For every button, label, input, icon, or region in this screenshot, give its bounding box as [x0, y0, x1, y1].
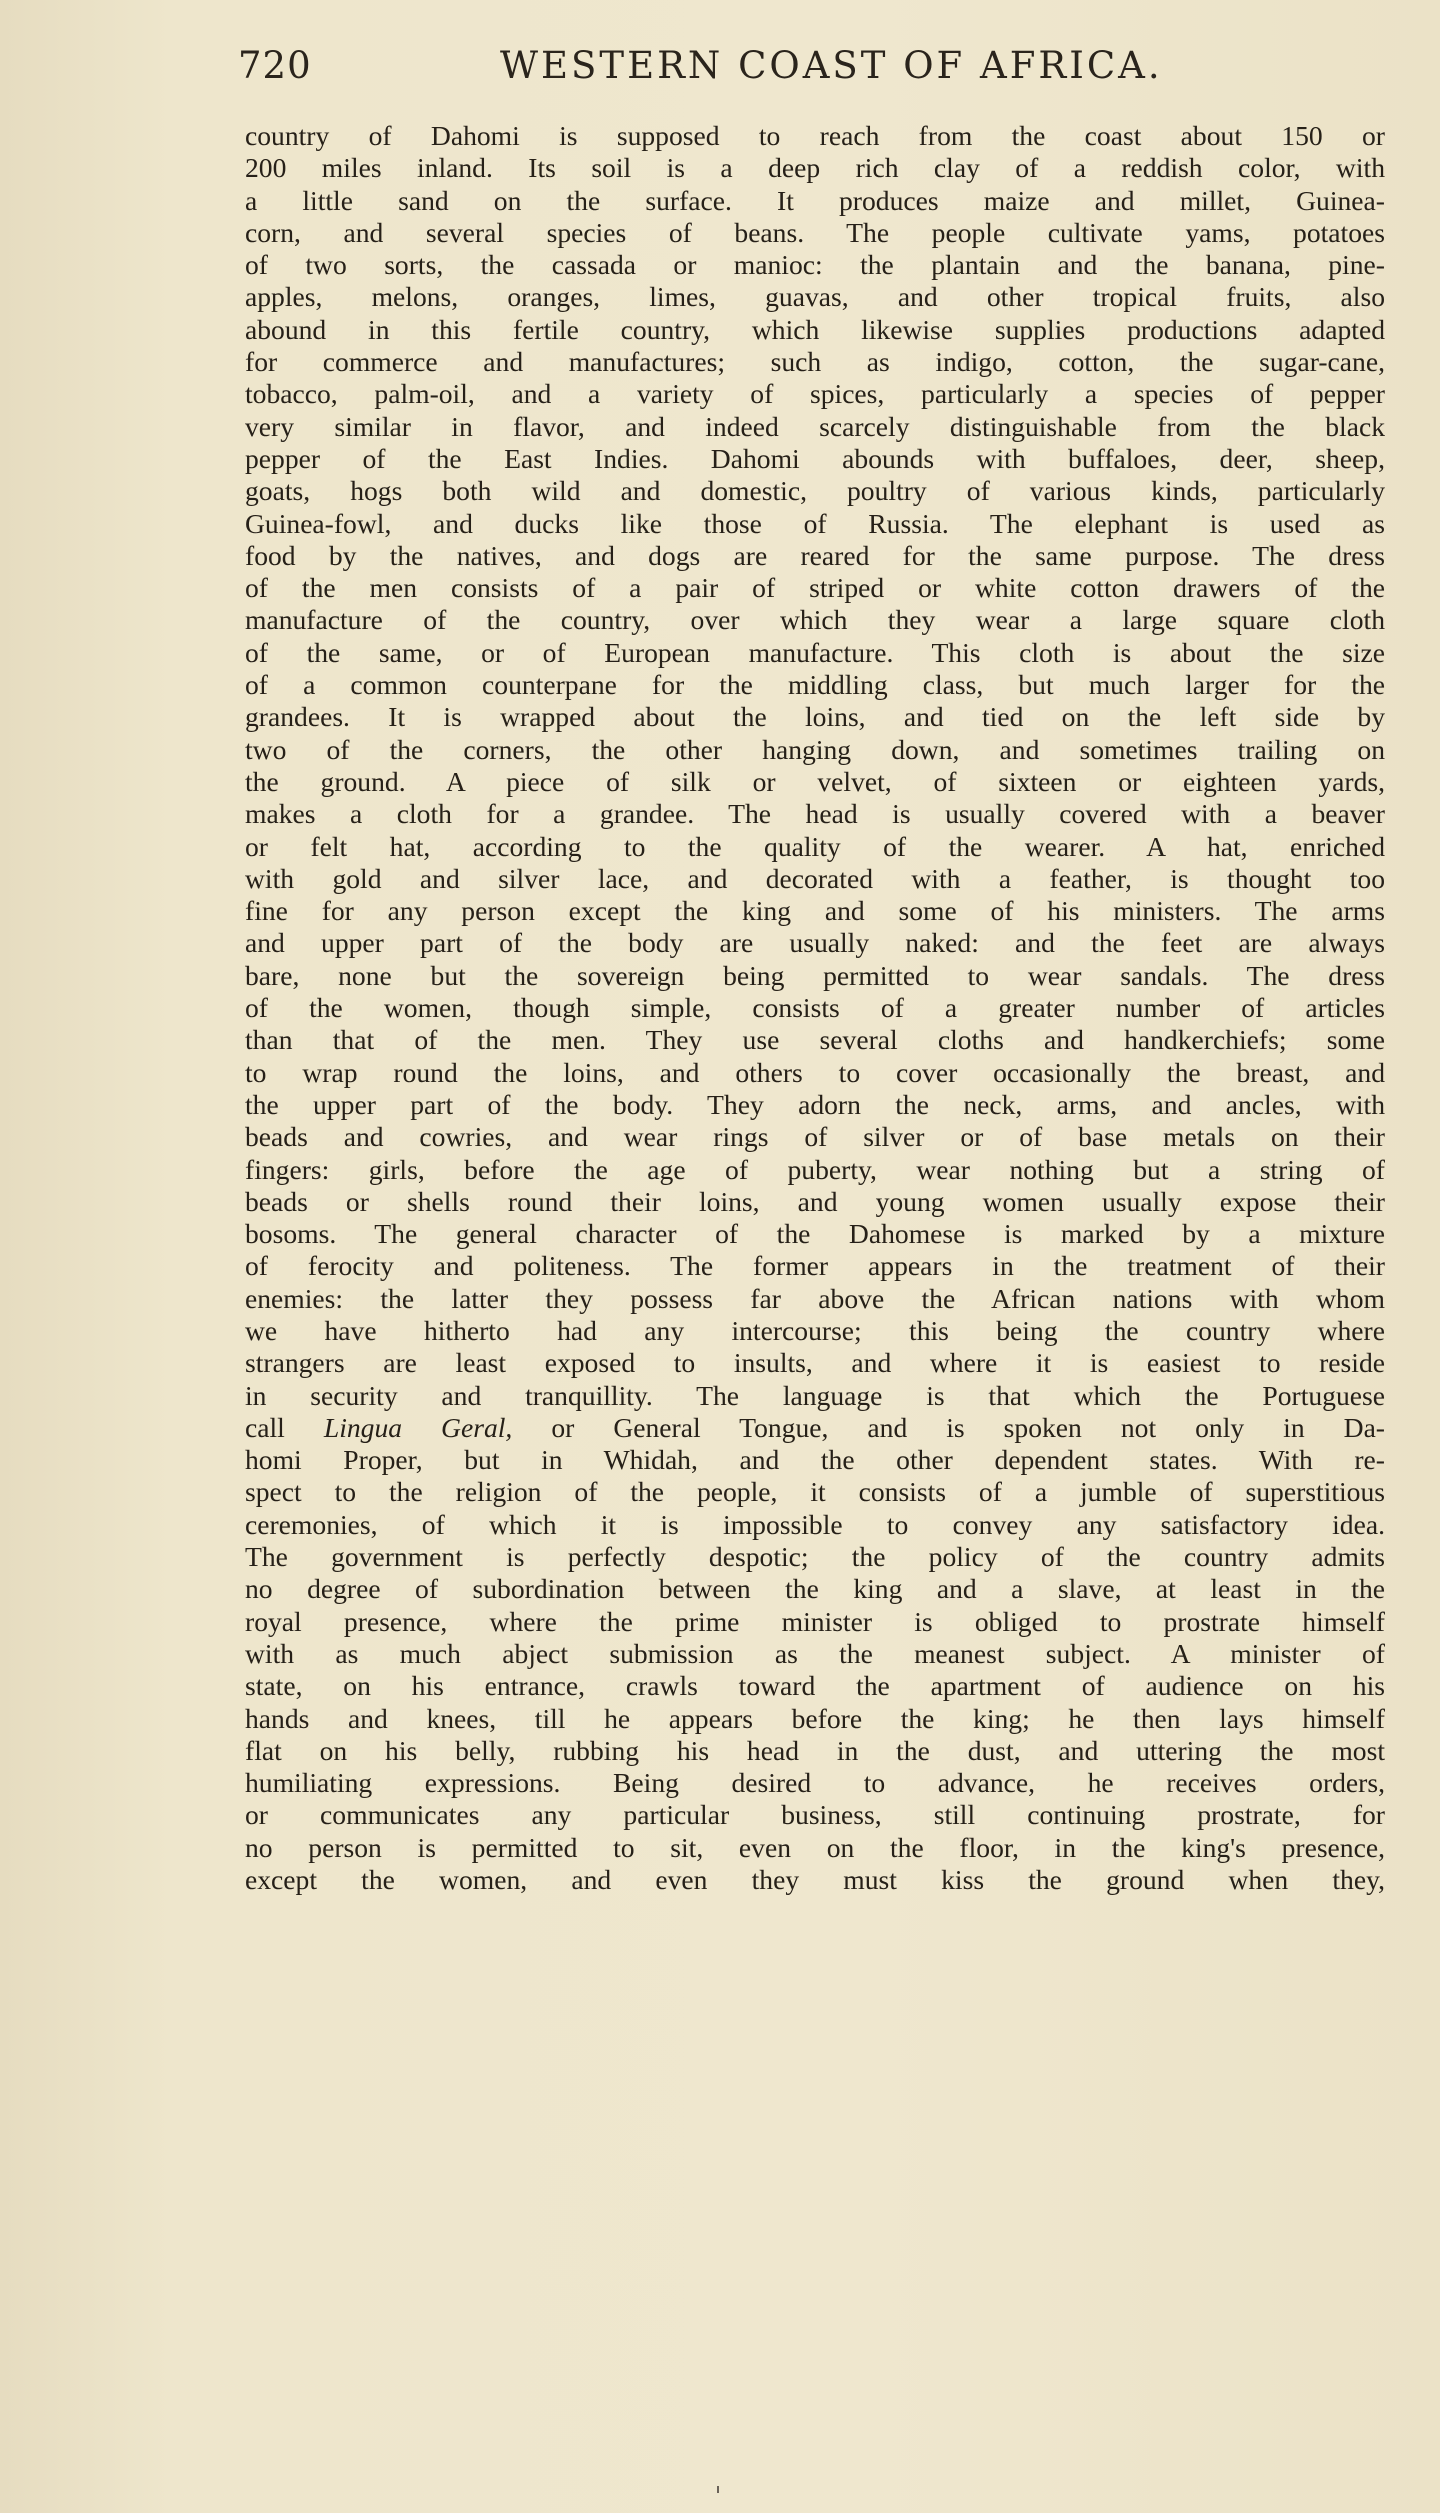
text-line: in security and tranquillity. The language is that which the Portuguese: [245, 1379, 1385, 1411]
text-line: no person is permitted to sit, even on the floor, in the king's presence,: [245, 1831, 1385, 1863]
text-line: apples, melons, oranges, limes, guavas, and other tropical fruits, also: [245, 281, 1385, 313]
text-line: manufacture of the country, over which they wear a large square cloth: [245, 604, 1385, 636]
text-line: of a common counterpane for the middling class, but much larger for the: [245, 669, 1385, 701]
text-line: goats, hogs both wild and domestic, poultry of various kinds, particularly: [245, 475, 1385, 507]
text-line: for commerce and manufactures; such as indigo, cotton, the sugar-cane,: [245, 346, 1385, 378]
lingua-line-before: call: [245, 1411, 324, 1443]
text-line: humiliating expressions. Being desired to advance, he receives orders,: [245, 1767, 1385, 1799]
text-line: Guinea-fowl, and ducks like those of Russia. The elephant is used as: [245, 507, 1385, 539]
text-line: state, on his entrance, crawls toward the apartment of audience on his: [245, 1670, 1385, 1702]
text-line: flat on his belly, rubbing his head in the dust, and uttering the most: [245, 1734, 1385, 1766]
text-line: hands and knees, till he appears before the king; he then lays himself: [245, 1702, 1385, 1734]
text-line: of two sorts, the cassada or manioc: the plantain and the banana, pine-: [245, 249, 1385, 281]
text-line: of the women, though simple, consists of a greater number of articles: [245, 992, 1385, 1024]
text-line: or communicates any particular business, still continuing prostrate, for: [245, 1799, 1385, 1831]
text-line: grandees. It is wrapped about the loins, and tied on the left side by: [245, 701, 1385, 733]
page-header: [238, 44, 1248, 104]
running-title: WESTERN COAST OF AFRICA.: [500, 44, 1163, 87]
text-line: two of the corners, the other hanging down, and sometimes trailing on: [245, 733, 1385, 765]
text-line: abound in this fertile country, which likewise supplies productions adapted: [245, 313, 1385, 345]
text-line: we have hitherto had any intercourse; this being the country where: [245, 1314, 1385, 1346]
text-line: spect to the religion of the people, it consists of a jumble of superstitious: [245, 1476, 1385, 1508]
text-line: of the men consists of a pair of striped or white cotton drawers of the: [245, 572, 1385, 604]
text-line: homi Proper, but in Whidah, and the other dependent states. With re-: [245, 1444, 1385, 1476]
text-line-lingua-geral: [245, 1412, 1385, 1444]
text-line: with gold and silver lace, and decorated with a feather, is thought too: [245, 862, 1385, 894]
text-line: tobacco, palm-oil, and a variety of spices, particularly a species of pepper: [245, 378, 1385, 410]
text-line: very similar in flavor, and indeed scarcely distinguishable from the black: [245, 410, 1385, 442]
text-line: strangers are least exposed to insults, and where it is easiest to reside: [245, 1347, 1385, 1379]
text-line: ceremonies, of which it is impossible to convey any satisfactory idea.: [245, 1508, 1385, 1540]
text-line: 200 miles inland. Its soil is a deep rich clay of a reddish color, with: [245, 152, 1385, 184]
text-line: no degree of subordination between the king and a slave, at least in the: [245, 1573, 1385, 1605]
text-line: food by the natives, and dogs are reared for the same purpose. The dress: [245, 539, 1385, 571]
text-line: to wrap round the loins, and others to cover occasionally the breast, and: [245, 1056, 1385, 1088]
lingua-geral-italic: Lingua Geral,: [323, 1411, 513, 1443]
text-line: of the same, or of European manufacture. This cloth is about the size: [245, 636, 1385, 668]
text-line: The government is perfectly despotic; the policy of the country admits: [245, 1541, 1385, 1573]
text-line: fine for any person except the king and some of his ministers. The arms: [245, 895, 1385, 927]
text-line: fingers: girls, before the age of puberty, wear nothing but a string of: [245, 1153, 1385, 1185]
text-line: bare, none but the sovereign being permitted to wear sandals. The dress: [245, 959, 1385, 991]
text-line: bosoms. The general character of the Dahomese is marked by a mixture: [245, 1218, 1385, 1250]
body-text: [245, 120, 1385, 1896]
text-line: beads and cowries, and wear rings of silver or of base metals on their: [245, 1121, 1385, 1153]
text-line: with as much abject submission as the meanest subject. A minister of: [245, 1637, 1385, 1669]
text-line: and upper part of the body are usually naked: and the feet are always: [245, 927, 1385, 959]
text-line: the ground. A piece of silk or velvet, of sixteen or eighteen yards,: [245, 765, 1385, 797]
text-line: corn, and several species of beans. The people cultivate yams, potatoes: [245, 216, 1385, 248]
text-line: than that of the men. They use several cloths and handkerchiefs; some: [245, 1024, 1385, 1056]
text-line: enemies: the latter they possess far above the African nations with whom: [245, 1282, 1385, 1314]
text-line: a little sand on the surface. It produces maize and millet, Guinea-: [245, 184, 1385, 216]
text-line: pepper of the East Indies. Dahomi abounds with buffaloes, deer, sheep,: [245, 442, 1385, 474]
lingua-line-after: or General Tongue, and is spoken not only in Da-: [512, 1411, 1385, 1443]
page-number: 720: [238, 44, 312, 87]
paper-speck: [717, 2486, 719, 2493]
text-line: beads or shells round their loins, and young women usually expose their: [245, 1185, 1385, 1217]
text-line: makes a cloth for a grandee. The head is usually covered with a beaver: [245, 798, 1385, 830]
text-line: except the women, and even they must kiss the ground when they,: [245, 1864, 1385, 1896]
text-line: of ferocity and politeness. The former appears in the treatment of their: [245, 1250, 1385, 1282]
text-line: royal presence, where the prime minister is obliged to prostrate himself: [245, 1605, 1385, 1637]
text-line: the upper part of the body. They adorn the neck, arms, and ancles, with: [245, 1088, 1385, 1120]
text-line: country of Dahomi is supposed to reach from the coast about 150 or: [245, 120, 1385, 151]
text-line: or felt hat, according to the quality of the wearer. A hat, enriched: [245, 830, 1385, 862]
